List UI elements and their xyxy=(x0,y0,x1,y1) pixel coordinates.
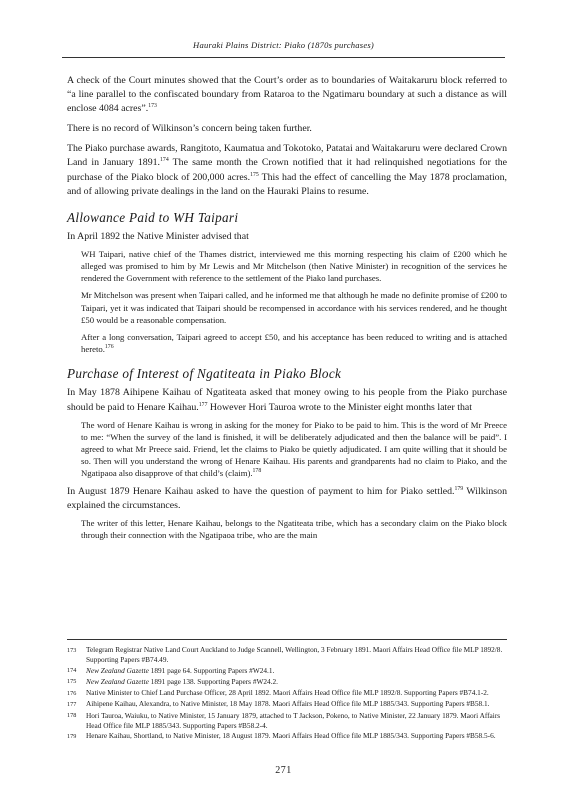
footnote-ref-177[interactable]: 177 xyxy=(198,401,208,408)
footnotes xyxy=(67,645,507,743)
footnote-text: New Zealand Gazette 1891 page 64. Supporting Papers #W24.1. xyxy=(86,665,275,675)
footnote-number: 176 xyxy=(67,689,77,697)
footnote-rule xyxy=(67,639,507,640)
main-text xyxy=(67,74,507,546)
paragraph-august-1879: In August 1879 Henare Kaihau asked to have the question of payment to him for Piako settled.$^{179}$ Wilkinson explained the circumstances. xyxy=(67,485,507,511)
running-title: Hauraki Plains District: Piako (1870s purchases) xyxy=(193,40,374,50)
paragraph-court-minutes: A check of the Court minutes showed that the Court’s order as to boundaries of Waitakaruru block referred to “a line parallel to the confiscated boundary from Rataroa to the Ngatimaru boundary at such a distance as will enclose 4084 acres”.$^{173}$ xyxy=(67,75,507,115)
page-number: 271 xyxy=(275,765,292,776)
footnote-175 xyxy=(67,677,507,687)
footnote-ref-175[interactable]: 175 xyxy=(250,171,259,178)
section-heading-allowance: Allowance Paid to WH Taipari xyxy=(67,209,239,225)
footnote-ref-176[interactable]: 176 xyxy=(104,344,114,351)
footnote-number: 174 xyxy=(67,667,77,675)
quote-paragraph: The writer of this letter, Henare Kaihau, belongs to the Ngatiteata tribe, which has a secondary claim on the Piako block through their connection with the Ngatipaoa tribe, who are the main xyxy=(81,517,507,541)
paragraph-may-1878: In May 1878 Aihipene Kaihau of Ngatiteata asked that money owing to his people from the Piako purchase should be paid to Henare Kaihau.$^{177}$ However Hori Tauroa wrote to the Minister eight months later that xyxy=(67,387,507,413)
footnote-text: New Zealand Gazette 1891 page 138. Supporting Papers #W24.2. xyxy=(86,676,278,686)
paragraph-piako-awards: The Piako purchase awards, Rangitoto, Kaumatua and Tokotoko, Patatai and Waitakaruru were declared Crown Land in January 1891.$^{174}$ The same month the Crown notified that it had relinquished negotiations for the purchase of the Piako block of 200,000 acres.$^{175}$ This had the effect of cancelling the May 1878 proclamation, and of allowing private dealings in the land on the Hauraki Plains to resume. xyxy=(67,143,507,197)
footnote-text: Hori Tauroa, Waiuku, to Native Minister, 15 January 1879, attached to T Jackson, Pokeno, to Native Minister, 22 January 1879. Maori Affairs Head Office file MLP 1885/343. Supporting Papers #B58.2-4. xyxy=(86,710,501,730)
paragraph-no-record: There is no record of Wilkinson’s concern being taken further. xyxy=(67,123,312,135)
footnote-ref-173[interactable]: 173 xyxy=(148,103,157,110)
header-rule xyxy=(62,57,505,58)
footnote-176 xyxy=(67,688,507,698)
block-quote-hori-tauroa xyxy=(81,419,507,480)
footnote-number: 179 xyxy=(67,732,77,740)
footnote-number: 178 xyxy=(67,712,77,720)
quote-paragraph: WH Taipari, native chief of the Thames district, interviewed me this morning respecting his claim of £200 which he alleged was promised to him by Mr Lewis and Mr Mitchelson (then Native Minister) in recognition of the services he rendered the Government with reference to the settlement of the Piako land purchases. xyxy=(81,248,507,284)
footnote-text: Telegram Registrar Native Land Court Auckland to Judge Scannell, Wellington, 3 February 1891. Maori Affairs Head Office file MLP 1892/8. Supporting Papers #B74.49. xyxy=(86,645,503,664)
footnote-text: Native Minister to Chief Land Purchase Officer, 28 April 1892. Maori Affairs Head Office file MLP 1892/8. Supporting Papers #B74.1-2. xyxy=(86,688,489,698)
quote-paragraph: Mr Mitchelson was present when Taipari called, and he informed me that although he made no definite promise of £200 to Taipari, yet it was indicated that Taipari should be recompensed in accordance with his services rendered, and he thought £50 would be a reasonable compensation. xyxy=(81,290,508,325)
block-quote-taipari xyxy=(81,248,507,356)
footnote-number: 173 xyxy=(67,646,77,654)
section-heading-ngatiteata: Purchase of Interest of Ngatiteata in Piako Block xyxy=(67,366,342,382)
footnote-179 xyxy=(67,731,507,741)
footnote-ref-174[interactable]: 174 xyxy=(160,157,169,164)
block-quote-wilkinson xyxy=(81,517,507,541)
footnote-ref-178[interactable]: 178 xyxy=(252,468,262,475)
footnote-174 xyxy=(67,666,507,676)
footnote-177 xyxy=(67,699,507,709)
footnote-173 xyxy=(67,645,507,665)
footnote-text: Aihipene Kaihau, Alexandra, to Native Minister, 18 May 1878. Maori Affairs Head Office file MLP 1885/343. Supporting Papers #B58.1. xyxy=(86,699,490,709)
quote-paragraph: The word of Henare Kaihau is wrong in asking for the money for Piako to be paid to him. This is the word of Mr Preece to me: “When the survey of the land is finished, it will be deliberately adjudicated and then the balance will be paid”. I agreed to what Mr Preece said. Friend, let the claims to Piako be quietly adjudicated. I am quite willing that it should be so. Then will you understand the wrong of Henare Kaihau. His parents and grandparents had no claim to Piako, and the Ngatipaoa also disapprove of that child’s (claim).$^{178}$ xyxy=(81,419,507,479)
footnote-number: 177 xyxy=(67,700,77,708)
footnote-number: 175 xyxy=(67,678,77,686)
footnote-178 xyxy=(67,711,507,731)
footnote-ref-179[interactable]: 179 xyxy=(454,485,464,492)
footnote-text: Henare Kaihau, Shortland, to Native Minister, 18 August 1879. Maori Affairs Head Office file MLP 1885/343. Supporting Papers #B58.5-6. xyxy=(86,731,496,741)
quote-paragraph: After a long conversation, Taipari agreed to accept £50, and his acceptance has been reduced to writing and is attached hereto.$^{176}$ xyxy=(81,332,507,355)
paragraph-april-1892: In April 1892 the Native Minister advised that xyxy=(67,230,249,242)
